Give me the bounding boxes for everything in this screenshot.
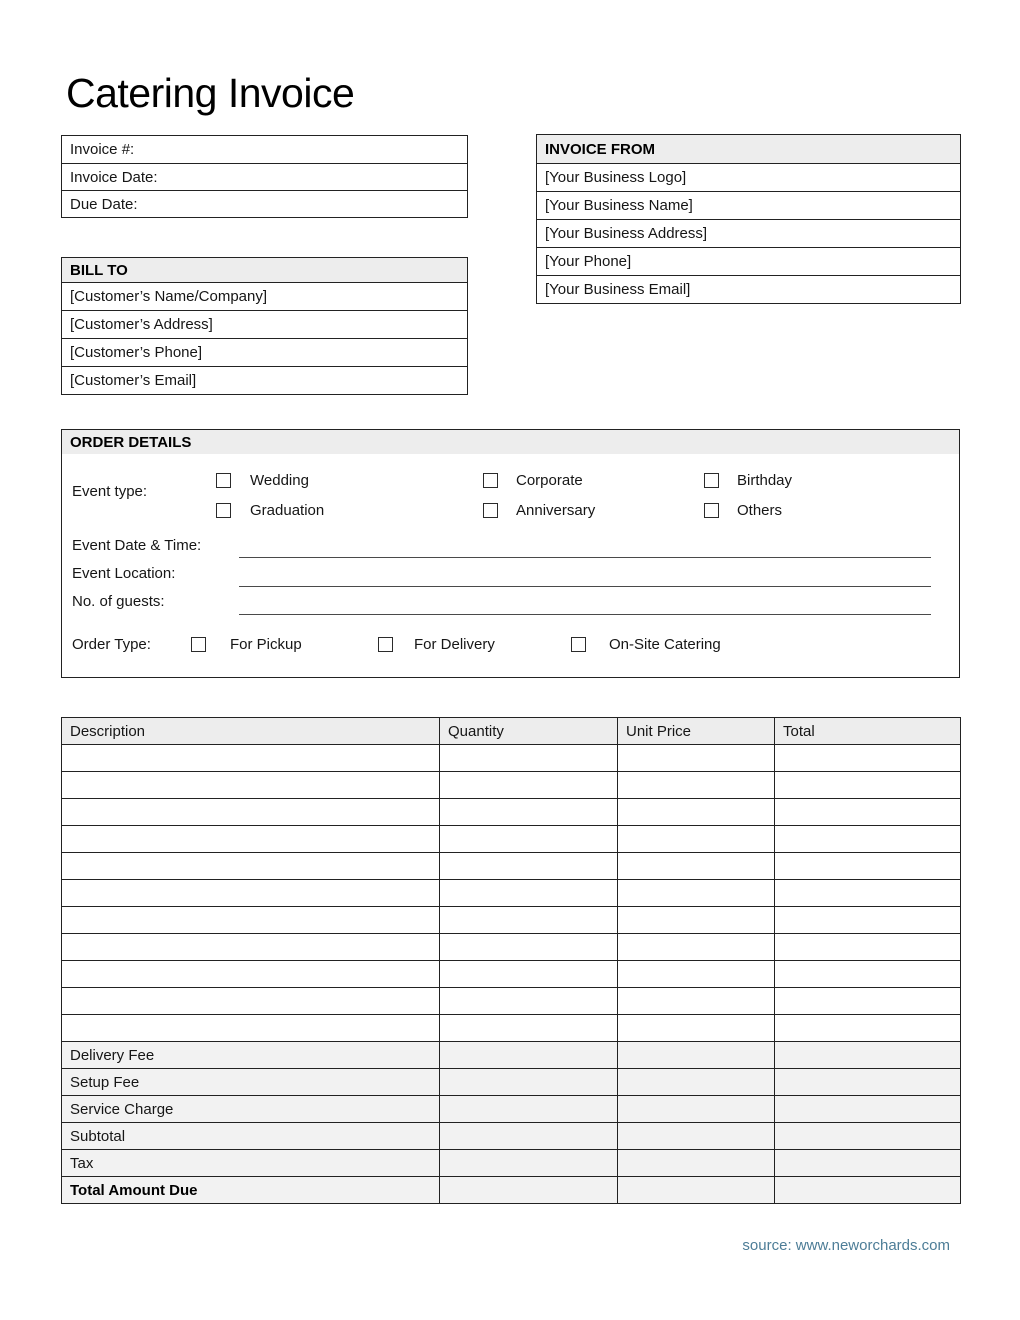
setup-fee-total-cell[interactable] <box>775 1069 961 1096</box>
source-attribution: source: www.neworchards.com <box>742 1237 950 1254</box>
item-cell-unit-price[interactable] <box>618 988 775 1015</box>
event-date-time-label: Event Date & Time: <box>72 537 202 554</box>
order-details-box <box>61 429 960 678</box>
item-cell-unit-price[interactable] <box>618 1015 775 1042</box>
item-cell-total[interactable] <box>775 745 961 772</box>
checkbox-birthday[interactable] <box>704 473 719 488</box>
event-type-label: Event type: <box>72 483 148 500</box>
delivery-fee-label: Delivery Fee <box>62 1042 440 1069</box>
item-cell-total[interactable] <box>775 961 961 988</box>
item-row <box>62 1015 961 1042</box>
item-cell-quantity[interactable] <box>440 880 618 907</box>
checkbox-graduation-label: Graduation <box>250 502 325 519</box>
item-row <box>62 745 961 772</box>
invoice-meta-box <box>61 135 468 218</box>
business-logo-placeholder[interactable]: [Your Business Logo] <box>537 163 960 191</box>
item-cell-total[interactable] <box>775 826 961 853</box>
checkbox-corporate[interactable] <box>483 473 498 488</box>
customer-name-field[interactable]: [Customer’s Name/Company] <box>62 282 467 310</box>
business-email-field[interactable]: [Your Business Email] <box>537 275 960 303</box>
item-cell-unit-price[interactable] <box>618 826 775 853</box>
item-cell-quantity[interactable] <box>440 934 618 961</box>
checkbox-corporate-label: Corporate <box>516 472 583 489</box>
items-header-row <box>62 718 961 745</box>
bill-to-header: BILL TO <box>62 258 467 282</box>
item-cell-quantity[interactable] <box>440 745 618 772</box>
no-of-guests-line[interactable] <box>239 614 931 615</box>
item-cell-description[interactable] <box>62 880 440 907</box>
page-title: Catering Invoice <box>66 70 355 116</box>
setup-fee-row <box>62 1069 961 1096</box>
item-cell-total[interactable] <box>775 988 961 1015</box>
item-cell-unit-price[interactable] <box>618 961 775 988</box>
item-row <box>62 799 961 826</box>
item-cell-total[interactable] <box>775 880 961 907</box>
item-cell-unit-price[interactable] <box>618 934 775 961</box>
item-cell-unit-price[interactable] <box>618 772 775 799</box>
checkbox-birthday-label: Birthday <box>737 472 793 489</box>
service-charge-quantity-cell[interactable] <box>440 1096 618 1123</box>
item-cell-unit-price[interactable] <box>618 799 775 826</box>
service-charge-unit-price-cell[interactable] <box>618 1096 775 1123</box>
item-cell-quantity[interactable] <box>440 826 618 853</box>
checkbox-anniversary-label: Anniversary <box>516 502 596 519</box>
setup-fee-quantity-cell[interactable] <box>440 1069 618 1096</box>
checkbox-others-label: Others <box>737 502 783 519</box>
item-cell-total[interactable] <box>775 853 961 880</box>
checkbox-for-delivery-label: For Delivery <box>414 636 495 653</box>
item-cell-total[interactable] <box>775 1015 961 1042</box>
total-amount-due-quantity-cell[interactable] <box>440 1177 618 1204</box>
item-row <box>62 988 961 1015</box>
subtotal-total-cell[interactable] <box>775 1123 961 1150</box>
checkbox-on-site-catering[interactable] <box>571 637 586 652</box>
invoice-from-box <box>536 134 961 304</box>
business-name-field[interactable]: [Your Business Name] <box>537 191 960 219</box>
checkbox-for-pickup-label: For Pickup <box>230 636 302 653</box>
business-address-field[interactable]: [Your Business Address] <box>537 219 960 247</box>
service-charge-row <box>62 1096 961 1123</box>
item-row <box>62 934 961 961</box>
item-row <box>62 826 961 853</box>
total-amount-due-unit-price-cell[interactable] <box>618 1177 775 1204</box>
item-cell-description[interactable] <box>62 961 440 988</box>
delivery-fee-row <box>62 1042 961 1069</box>
tax-label: Tax <box>62 1150 440 1177</box>
business-phone-field[interactable]: [Your Phone] <box>537 247 960 275</box>
total-amount-due-total-cell[interactable] <box>775 1177 961 1204</box>
items-table-body <box>62 745 961 1042</box>
tax-row <box>62 1150 961 1177</box>
item-cell-quantity[interactable] <box>440 988 618 1015</box>
subtotal-row <box>62 1123 961 1150</box>
order-details-header: ORDER DETAILS <box>62 430 959 454</box>
checkbox-on-site-catering-label: On-Site Catering <box>609 636 721 653</box>
subtotal-unit-price-cell[interactable] <box>618 1123 775 1150</box>
event-date-time-line[interactable] <box>239 557 931 558</box>
item-row <box>62 772 961 799</box>
item-cell-description[interactable] <box>62 745 440 772</box>
item-cell-total[interactable] <box>775 934 961 961</box>
item-cell-quantity[interactable] <box>440 772 618 799</box>
subtotal-quantity-cell[interactable] <box>440 1123 618 1150</box>
item-cell-quantity[interactable] <box>440 799 618 826</box>
items-summary-body <box>62 1042 961 1204</box>
item-cell-description[interactable] <box>62 907 440 934</box>
customer-phone-field[interactable]: [Customer’s Phone] <box>62 338 467 366</box>
item-cell-total[interactable] <box>775 799 961 826</box>
due-date-field[interactable]: Due Date: <box>62 190 467 217</box>
delivery-fee-quantity-cell[interactable] <box>440 1042 618 1069</box>
customer-email-field[interactable]: [Customer’s Email] <box>62 366 467 394</box>
delivery-fee-total-cell[interactable] <box>775 1042 961 1069</box>
item-cell-unit-price[interactable] <box>618 853 775 880</box>
checkbox-wedding[interactable] <box>216 473 231 488</box>
checkbox-anniversary[interactable] <box>483 503 498 518</box>
tax-total-cell[interactable] <box>775 1150 961 1177</box>
item-cell-total[interactable] <box>775 772 961 799</box>
description-column-header: Description <box>62 718 440 745</box>
checkbox-for-delivery[interactable] <box>378 637 393 652</box>
invoice-number-field[interactable]: Invoice #: <box>70 141 135 158</box>
service-charge-label: Service Charge <box>62 1096 440 1123</box>
checkbox-wedding-label: Wedding <box>250 472 309 489</box>
customer-address-field[interactable]: [Customer’s Address] <box>62 310 467 338</box>
subtotal-label: Subtotal <box>62 1123 440 1150</box>
item-cell-unit-price[interactable] <box>618 880 775 907</box>
delivery-fee-unit-price-cell[interactable] <box>618 1042 775 1069</box>
no-of-guests-label: No. of guests: <box>72 593 165 610</box>
tax-unit-price-cell[interactable] <box>618 1150 775 1177</box>
item-cell-description[interactable] <box>62 988 440 1015</box>
event-location-label: Event Location: <box>72 565 176 582</box>
service-charge-total-cell[interactable] <box>775 1096 961 1123</box>
order-type-label: Order Type: <box>72 636 151 653</box>
total-column-header: Total <box>775 718 961 745</box>
item-cell-unit-price[interactable] <box>618 907 775 934</box>
setup-fee-unit-price-cell[interactable] <box>618 1069 775 1096</box>
item-cell-description[interactable] <box>62 799 440 826</box>
total-amount-due-row <box>62 1177 961 1204</box>
event-location-line[interactable] <box>239 586 931 587</box>
checkbox-graduation[interactable] <box>216 503 231 518</box>
item-cell-total[interactable] <box>775 907 961 934</box>
item-row <box>62 907 961 934</box>
item-row <box>62 853 961 880</box>
invoice-from-header: INVOICE FROM <box>537 135 960 163</box>
invoice-date-field[interactable]: Invoice Date: <box>62 163 467 190</box>
item-row <box>62 961 961 988</box>
item-row <box>62 880 961 907</box>
quantity-column-header: Quantity <box>440 718 618 745</box>
tax-quantity-cell[interactable] <box>440 1150 618 1177</box>
item-cell-description[interactable] <box>62 853 440 880</box>
item-cell-quantity[interactable] <box>440 853 618 880</box>
item-cell-description[interactable] <box>62 934 440 961</box>
item-cell-unit-price[interactable] <box>618 745 775 772</box>
unit-price-column-header: Unit Price <box>618 718 775 745</box>
total-amount-due-label: Total Amount Due <box>62 1177 440 1204</box>
item-cell-quantity[interactable] <box>440 907 618 934</box>
item-cell-description[interactable] <box>62 772 440 799</box>
line-items-table <box>61 717 961 1204</box>
item-cell-description[interactable] <box>62 826 440 853</box>
setup-fee-label: Setup Fee <box>62 1069 440 1096</box>
bill-to-box <box>61 257 468 395</box>
checkbox-for-pickup[interactable] <box>191 637 206 652</box>
item-cell-quantity[interactable] <box>440 1015 618 1042</box>
checkbox-others[interactable] <box>704 503 719 518</box>
item-cell-description[interactable] <box>62 1015 440 1042</box>
item-cell-quantity[interactable] <box>440 961 618 988</box>
